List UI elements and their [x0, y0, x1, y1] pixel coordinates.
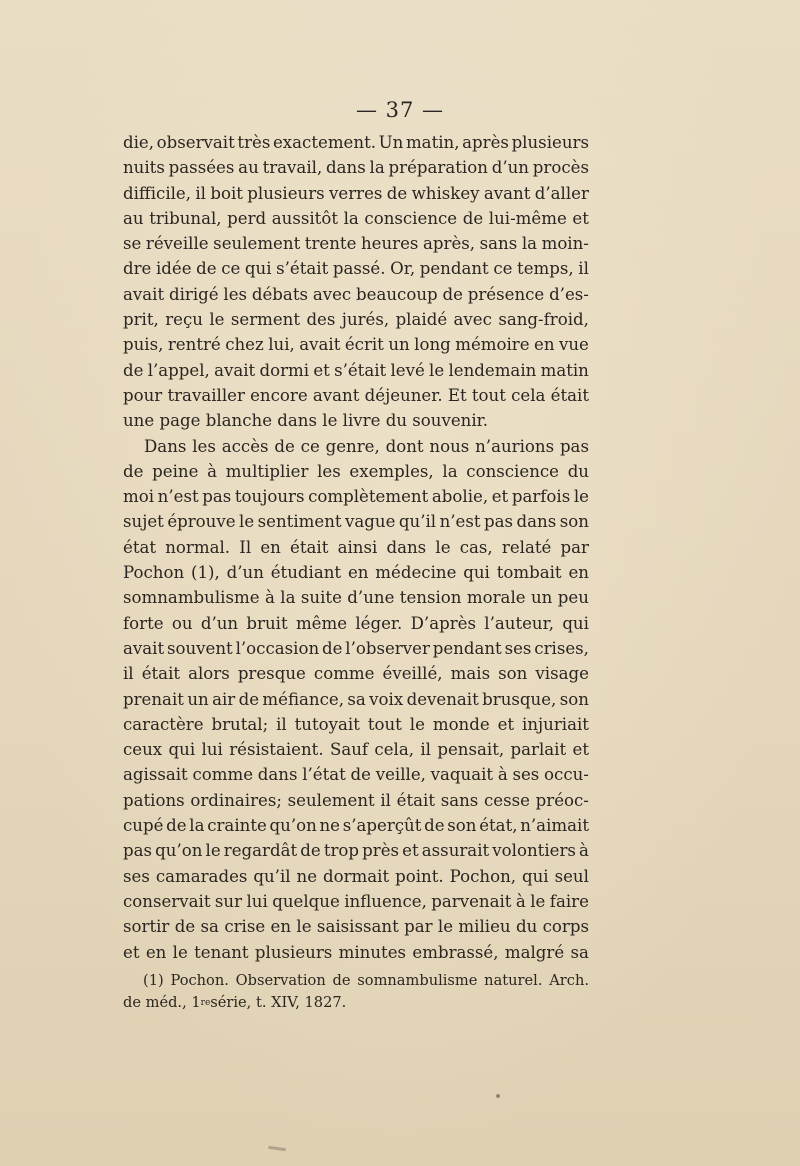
text-line: de l’appel, avait dormi et s’était levé le lendemain matin — [123, 360, 589, 380]
text-line: de peine à multiplier les exemples, la conscience du — [123, 461, 589, 481]
text-line: sujet éprouve le sentiment vague qu’il n’est pas dans son — [123, 512, 589, 532]
footnote-line: de méd., 1 re série, t. XIV, 1827. — [123, 994, 347, 1011]
text-line: il était alors presque comme éveillé, mais son visage — [123, 664, 589, 684]
text-line: sortir de sa crise en le saisissant par le milieu du corps — [123, 917, 589, 937]
text-line: état normal. Il en était ainsi dans le cas, relaté par — [123, 537, 589, 557]
text-line: prit, reçu le serment des jurés, plaidé avec sang-froid, — [123, 310, 589, 330]
text-line: prenait un air de méfiance, sa voix devenait brusque, son — [123, 689, 589, 709]
text-line: une page blanche dans le livre du souvenir. — [123, 411, 489, 431]
text-line: agissait comme dans l’état de veille, vaquait à ses occu- — [123, 765, 589, 785]
text-line: nuits passées au travail, dans la préparation d’un procès — [123, 158, 589, 178]
text-line: Pochon (1), d’un étudiant en médecine qui tombait en — [123, 563, 589, 583]
page-number: — 37 — — [355, 98, 445, 122]
text-line: pour travailler encore avant déjeuner. Et tout cela était — [123, 385, 589, 405]
text-line: dre idée de ce qui s’était passé. Or, pendant ce temps, il — [123, 259, 589, 279]
text-line: pations ordinaires; seulement il était sans cesse préoc- — [123, 790, 589, 810]
text-line: ses camarades qu’il ne dormait point. Pochon, qui seul — [123, 866, 589, 886]
text-line: somnambulisme à la suite d’une tension morale un peu — [123, 588, 589, 608]
text-line: die, observait très exactement. Un matin, après plusieurs — [123, 133, 589, 152]
text-line: cupé de la crainte qu’on ne s’aperçût de son état, n’aimait — [123, 816, 589, 836]
text-line: et en le tenant plusieurs minutes embrassé, malgré sa — [123, 942, 589, 962]
text-line: forte ou d’un bruit même léger. D’après l’auteur, qui — [123, 613, 589, 633]
text-line: caractère brutal; il tutoyait tout le monde et injuriait — [123, 714, 589, 734]
text-line: avait souvent l’occasion de l’observer pendant ses crises, — [123, 638, 589, 658]
text-line: se réveille seulement trente heures après, sans la moin- — [123, 234, 589, 254]
footnote — [123, 970, 589, 1014]
text-line: puis, rentré chez lui, avait écrit un long mémoire en vue — [123, 335, 589, 355]
text-line: au tribunal, perd aussitôt la conscience de lui-même et — [123, 208, 589, 228]
text-line: difficile, il boit plusieurs verres de whiskey avant d’aller — [123, 183, 589, 203]
text-line: conservait sur lui quelque influence, parvenait à le faire — [123, 891, 589, 911]
text-line: Dans les accès de ce genre, dont nous n’aurions pas — [144, 436, 589, 456]
text-line: avait dirigé les débats avec beaucoup de présence d’es- — [123, 284, 589, 304]
text-line: pas qu’on le regardât de trop près et assurait volontiers à — [123, 841, 589, 861]
body-text — [123, 130, 589, 965]
paper-blemish — [496, 1094, 500, 1098]
text-line: ceux qui lui résistaient. Sauf cela, il pensait, parlait et — [123, 740, 589, 760]
text-line: moi n’est pas toujours complètement abolie, et parfois le — [123, 487, 589, 507]
footnote-line: (1) Pochon. Observation de somnambulisme naturel. Arch. — [143, 972, 589, 989]
paper-blemish — [268, 1146, 286, 1151]
